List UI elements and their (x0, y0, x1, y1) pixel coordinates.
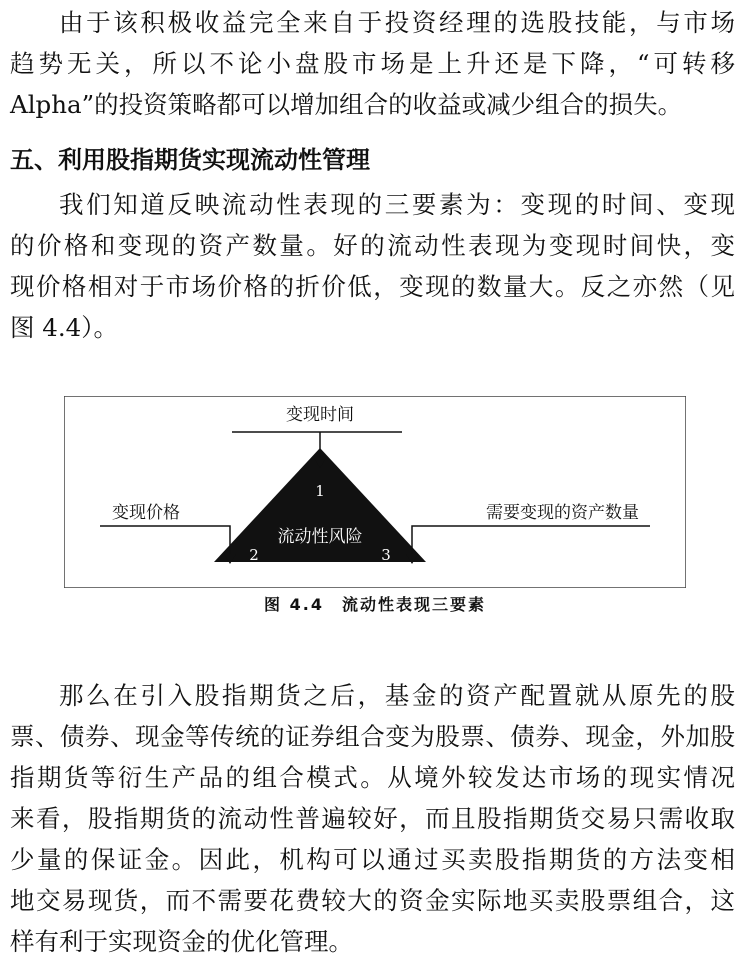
paragraph-alpha (10, 2, 735, 125)
text-line: 的价格和变现的资产数量。好的流动性表现为变现时间快，变 (10, 231, 735, 260)
center-label: 流动性风险 (277, 527, 363, 547)
text-line: 那么在引入股指期货之后，基金的资产配置就从原先的股 (59, 681, 735, 710)
text-line: 趋势无关，所以不论小盘股市场是上升还是下降，“可转移 (10, 49, 735, 78)
left-label: 变现价格 (112, 503, 180, 523)
text-line: 我们知道反映流动性表现的三要素为：变现的时间、变现 (59, 190, 735, 219)
figure-caption: 图 4.4 流动性表现三要素 (264, 595, 486, 614)
text-line: 样有利于实现资金的优化管理。 (10, 927, 353, 956)
section-heading: 五、利用股指期货实现流动性管理 (10, 146, 370, 174)
text-line: 来看，股指期货的流动性普遍较好，而且股指期货交易只需收取 (10, 804, 735, 833)
text-line: 指期货等衍生产品的组合模式。从境外较发达市场的现实情况 (10, 763, 735, 792)
text-line: Alpha”的投资策略都可以增加组合的收益或减少组合的损失。 (10, 90, 683, 119)
paragraph-futures (10, 675, 735, 962)
liquidity-figure (64, 396, 686, 588)
vertex-number-1: 1 (315, 482, 325, 500)
paragraph-liquidity (10, 184, 735, 348)
text-line: 票、债券、现金等传统的证券组合变为股票、债券、现金，外加股 (10, 722, 735, 751)
text-line: 少量的保证金。因此，机构可以通过买卖股指期货的方法变相 (10, 845, 735, 874)
text-line: 现价格相对于市场价格的折价低，变现的数量大。反之亦然（见 (10, 272, 735, 301)
text-line: 图 4.4）。 (10, 313, 119, 342)
right-label: 需要变现的资产数量 (486, 503, 639, 523)
text-line: 地交易现货，而不需要花费较大的资金实际地买卖股票组合，这 (10, 886, 735, 915)
vertex-number-2: 2 (249, 546, 259, 564)
top-label: 变现时间 (286, 405, 354, 425)
liquidity-diagram (64, 396, 686, 588)
text-line: 由于该积极收益完全来自于投资经理的选股技能，与市场 (59, 8, 735, 37)
vertex-number-3: 3 (381, 546, 391, 564)
